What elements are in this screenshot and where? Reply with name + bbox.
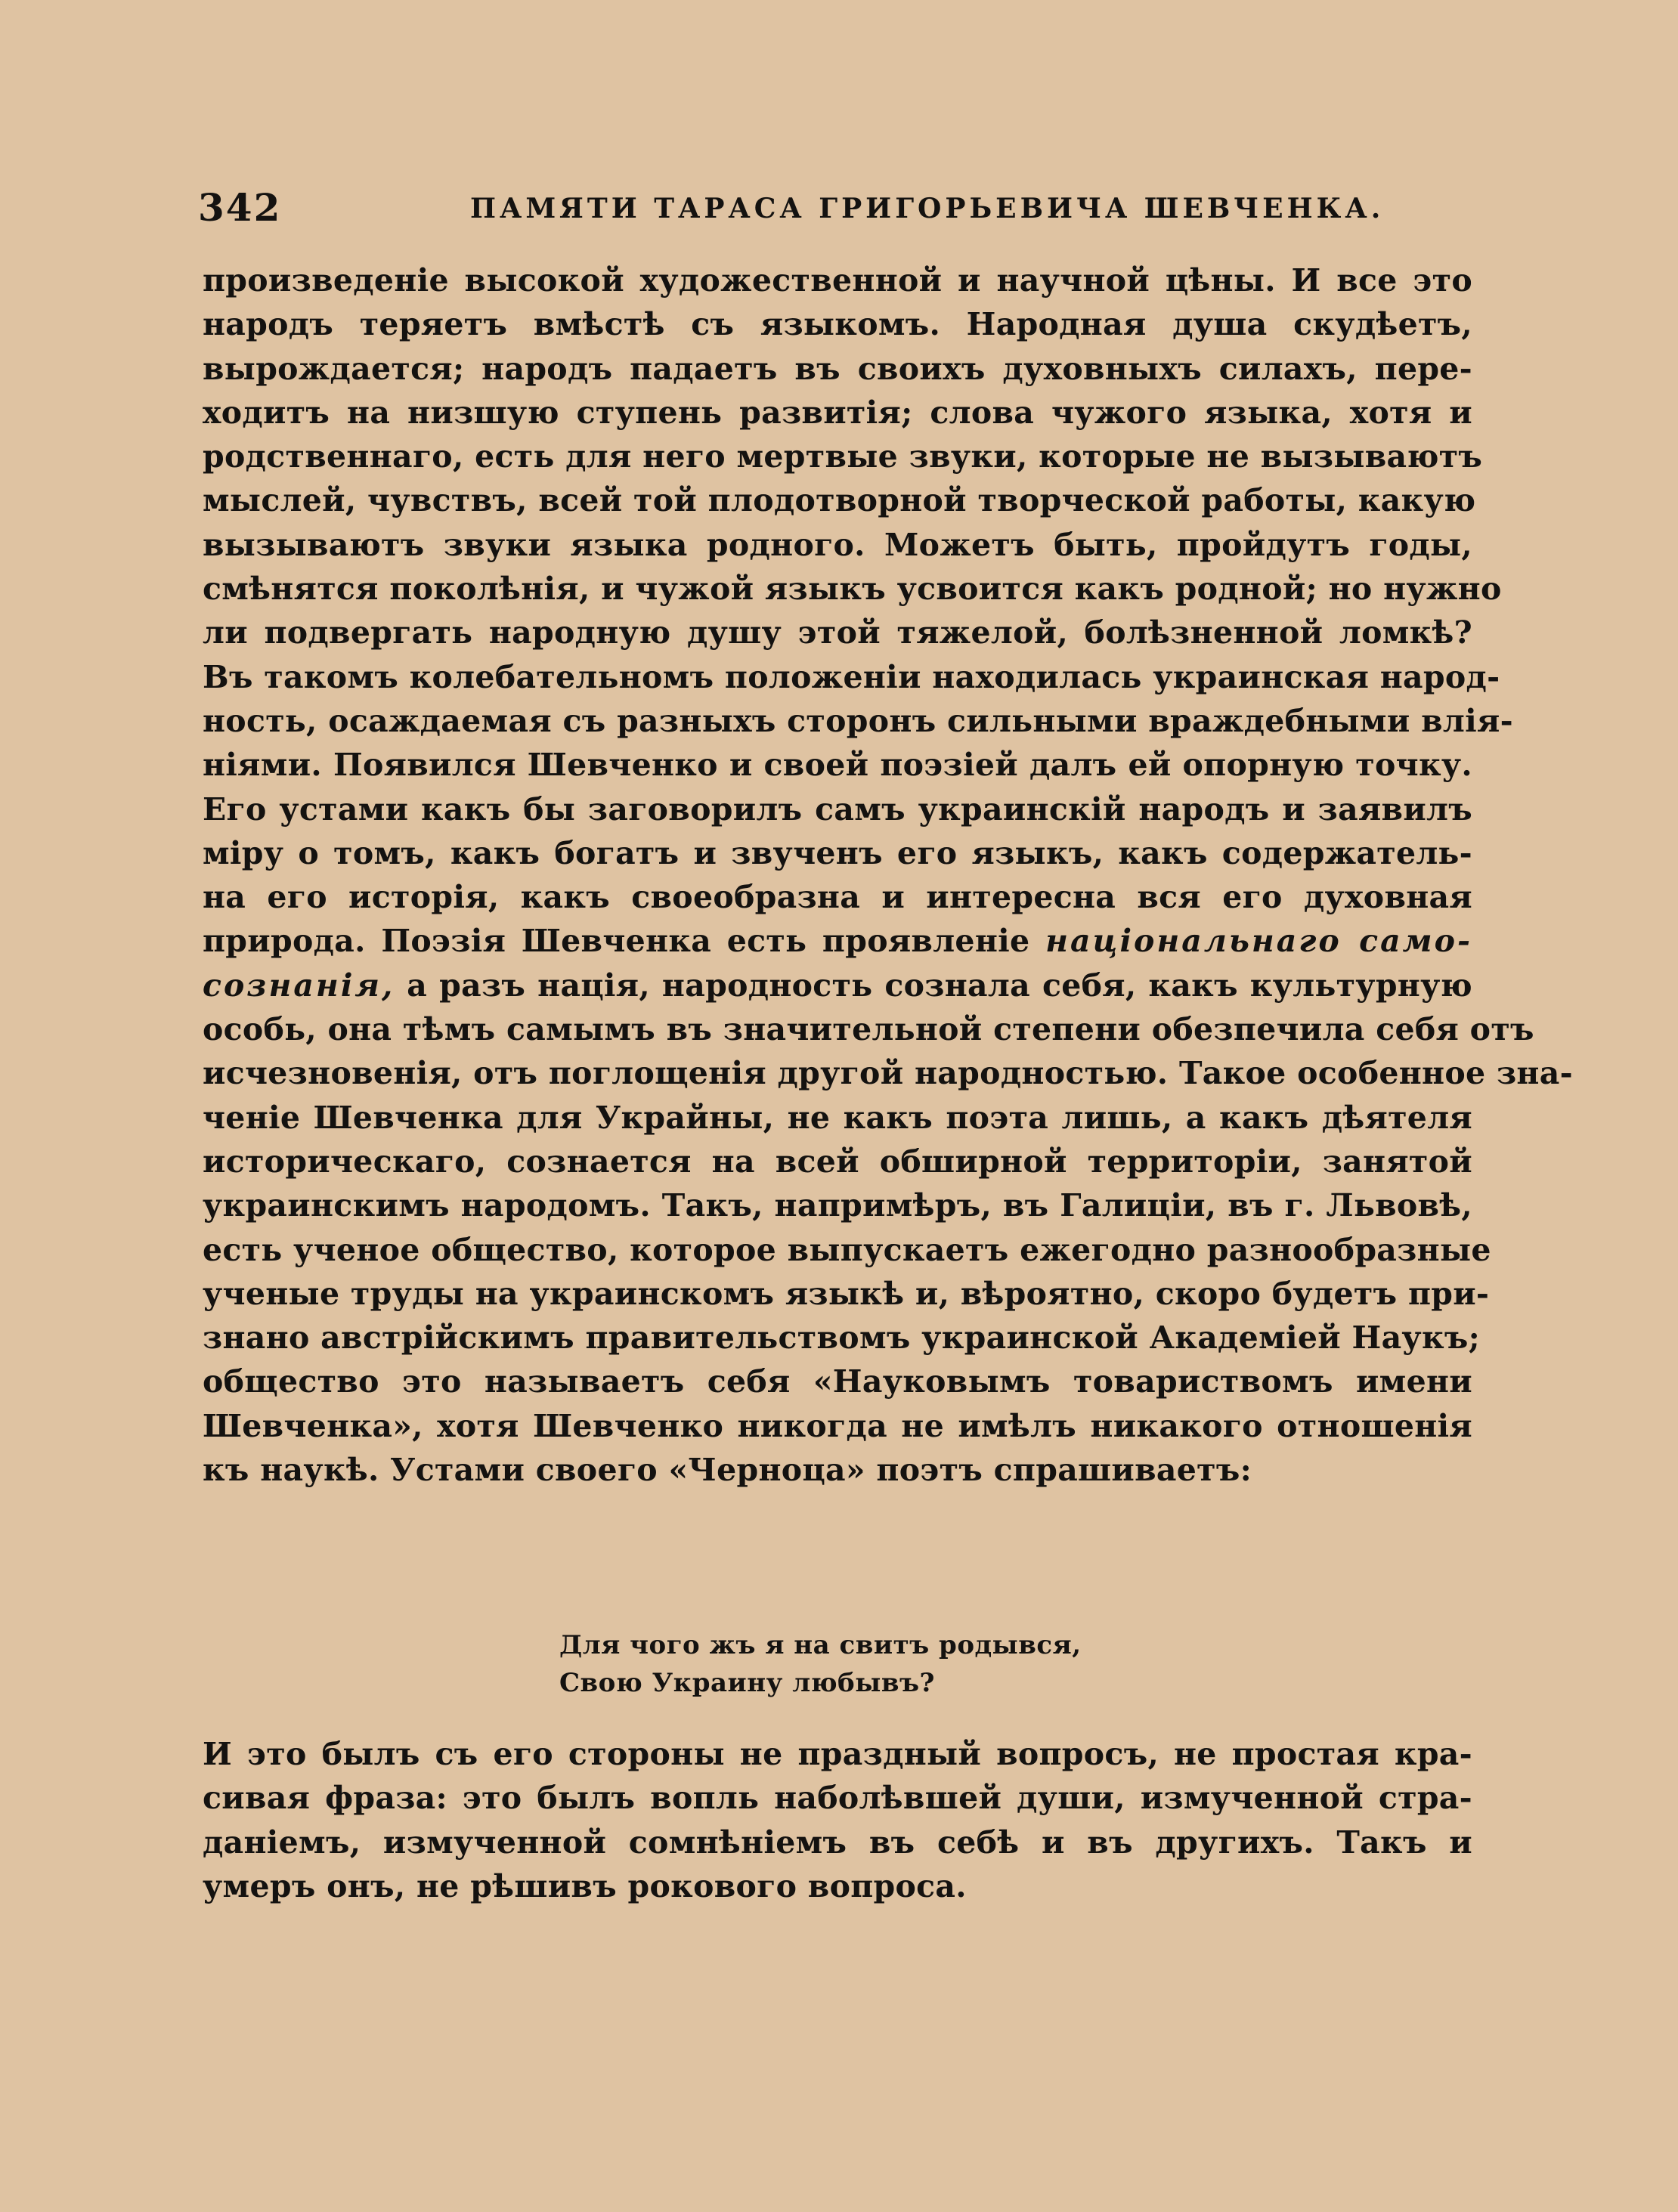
- text-line: даніемъ, измученной сомнѣніемъ въ себѣ и въ другихъ. Такъ и: [203, 1824, 1472, 1861]
- text-line: вызываютъ звуки языка родного. Можетъ быть, пройдутъ годы,: [203, 526, 1472, 563]
- emphasis-text: національнаго само-: [1045, 923, 1472, 960]
- text-line: родственнаго, есть для него мертвые звуки, которые не вызываютъ: [203, 438, 1483, 475]
- text-line: вырождается; народъ падаетъ въ своихъ духовныхъ силахъ, пере-: [203, 350, 1472, 387]
- text-line: ніями. Появился Шевченко и своей поэзіей далъ ей опорную точку.: [203, 747, 1472, 784]
- paragraph-main: [203, 258, 1573, 1492]
- text-line: умеръ онъ, не рѣшивъ рокового вопроса.: [203, 1867, 967, 1904]
- text-line: сивая фраза: это былъ вопль наболѣвшей души, измученной стра-: [203, 1780, 1472, 1817]
- verse-line: Свою Украину любывъ?: [559, 1668, 935, 1698]
- text-line: къ наукѣ. Устами своего «Черноца» поэтъ спрашиваетъ:: [203, 1452, 1252, 1489]
- text-line: ученые труды на украинскомъ языкѣ и, вѣроятно, скоро будетъ при-: [203, 1275, 1490, 1312]
- text-line-with-emphasis: [203, 964, 1472, 1007]
- text-line: общество это называетъ себя «Науковымъ товариствомъ имени: [203, 1363, 1472, 1400]
- page-number: 342: [198, 185, 282, 230]
- text-line: ченіе Шевченка для Украйны, не какъ поэта лишь, а какъ дѣятеля: [203, 1099, 1472, 1136]
- text-line: ность, осаждаемая съ разныхъ сторонъ сильными враждебными влія-: [203, 702, 1513, 739]
- text-line: на его исторія, какъ своеобразна и интересна вся его духовная: [203, 879, 1472, 916]
- text-line: мыслей, чувствъ, всей той плодотворной творческой работы, какую: [203, 482, 1476, 519]
- text-line: украинскимъ народомъ. Такъ, напримѣръ, въ Галиціи, въ г. Львовѣ,: [203, 1187, 1472, 1224]
- verse-line: Для чого жъ я на свитъ родывся,: [559, 1630, 1082, 1660]
- text-line: ходитъ на низшую ступень развитія; слова чужого языка, хотя и: [203, 394, 1472, 431]
- text-line: произведеніе высокой художественной и научной цѣны. И все это: [203, 262, 1472, 299]
- running-title: ПАМЯТИ ТАРАСА ГРИГОРЬЕВИЧА ШЕВЧЕНКА.: [470, 193, 1385, 224]
- text-fragment: а разъ нація, народность сознала себя, какъ культурную: [407, 967, 1473, 1004]
- text-fragment: природа. Поэзія Шевченка есть проявленіе: [203, 923, 1030, 960]
- emphasis-text: сознанія,: [203, 967, 395, 1004]
- text-line: міру о томъ, какъ богатъ и звученъ его языкъ, какъ содержатель-: [203, 834, 1472, 871]
- text-line: Въ такомъ колебательномъ положеніи находилась украинская народ-: [203, 658, 1500, 695]
- text-line: ли подвергать народную душу этой тяжелой, болѣзненной ломкѣ?: [203, 614, 1472, 651]
- text-line: смѣнятся поколѣнія, и чужой языкъ усвоится какъ родной; но нужно: [203, 571, 1502, 608]
- text-line: народъ теряетъ вмѣстѣ съ языкомъ. Народная душа скудѣетъ,: [203, 306, 1472, 343]
- page-header: [198, 185, 1475, 230]
- text-line: исчезновенія, отъ поглощенія другой народностью. Такое особенное зна-: [203, 1055, 1573, 1092]
- text-line: Его устами какъ бы заговорилъ самъ украинскій народъ и заявилъ: [203, 790, 1472, 828]
- text-line: Шевченка», хотя Шевченко никогда не имѣлъ никакого отношенія: [203, 1407, 1472, 1444]
- text-line: И это былъ съ его стороны не праздный вопросъ, не простая кра-: [203, 1736, 1472, 1772]
- paragraph-closing: [203, 1732, 1472, 1908]
- text-line: знано австрійскимъ правительствомъ украинской Академіей Наукъ;: [203, 1319, 1481, 1357]
- text-line-with-emphasis: [203, 919, 1472, 963]
- text-line: особь, она тѣмъ самымъ въ значительной степени обезпечила себя отъ: [203, 1011, 1534, 1048]
- verse-quote: [559, 1626, 1240, 1702]
- text-line: есть ученое общество, которое выпускаетъ ежегодно разнообразные: [203, 1231, 1491, 1268]
- text-line: историческаго, сознается на всей обширной территоріи, занятой: [203, 1143, 1472, 1180]
